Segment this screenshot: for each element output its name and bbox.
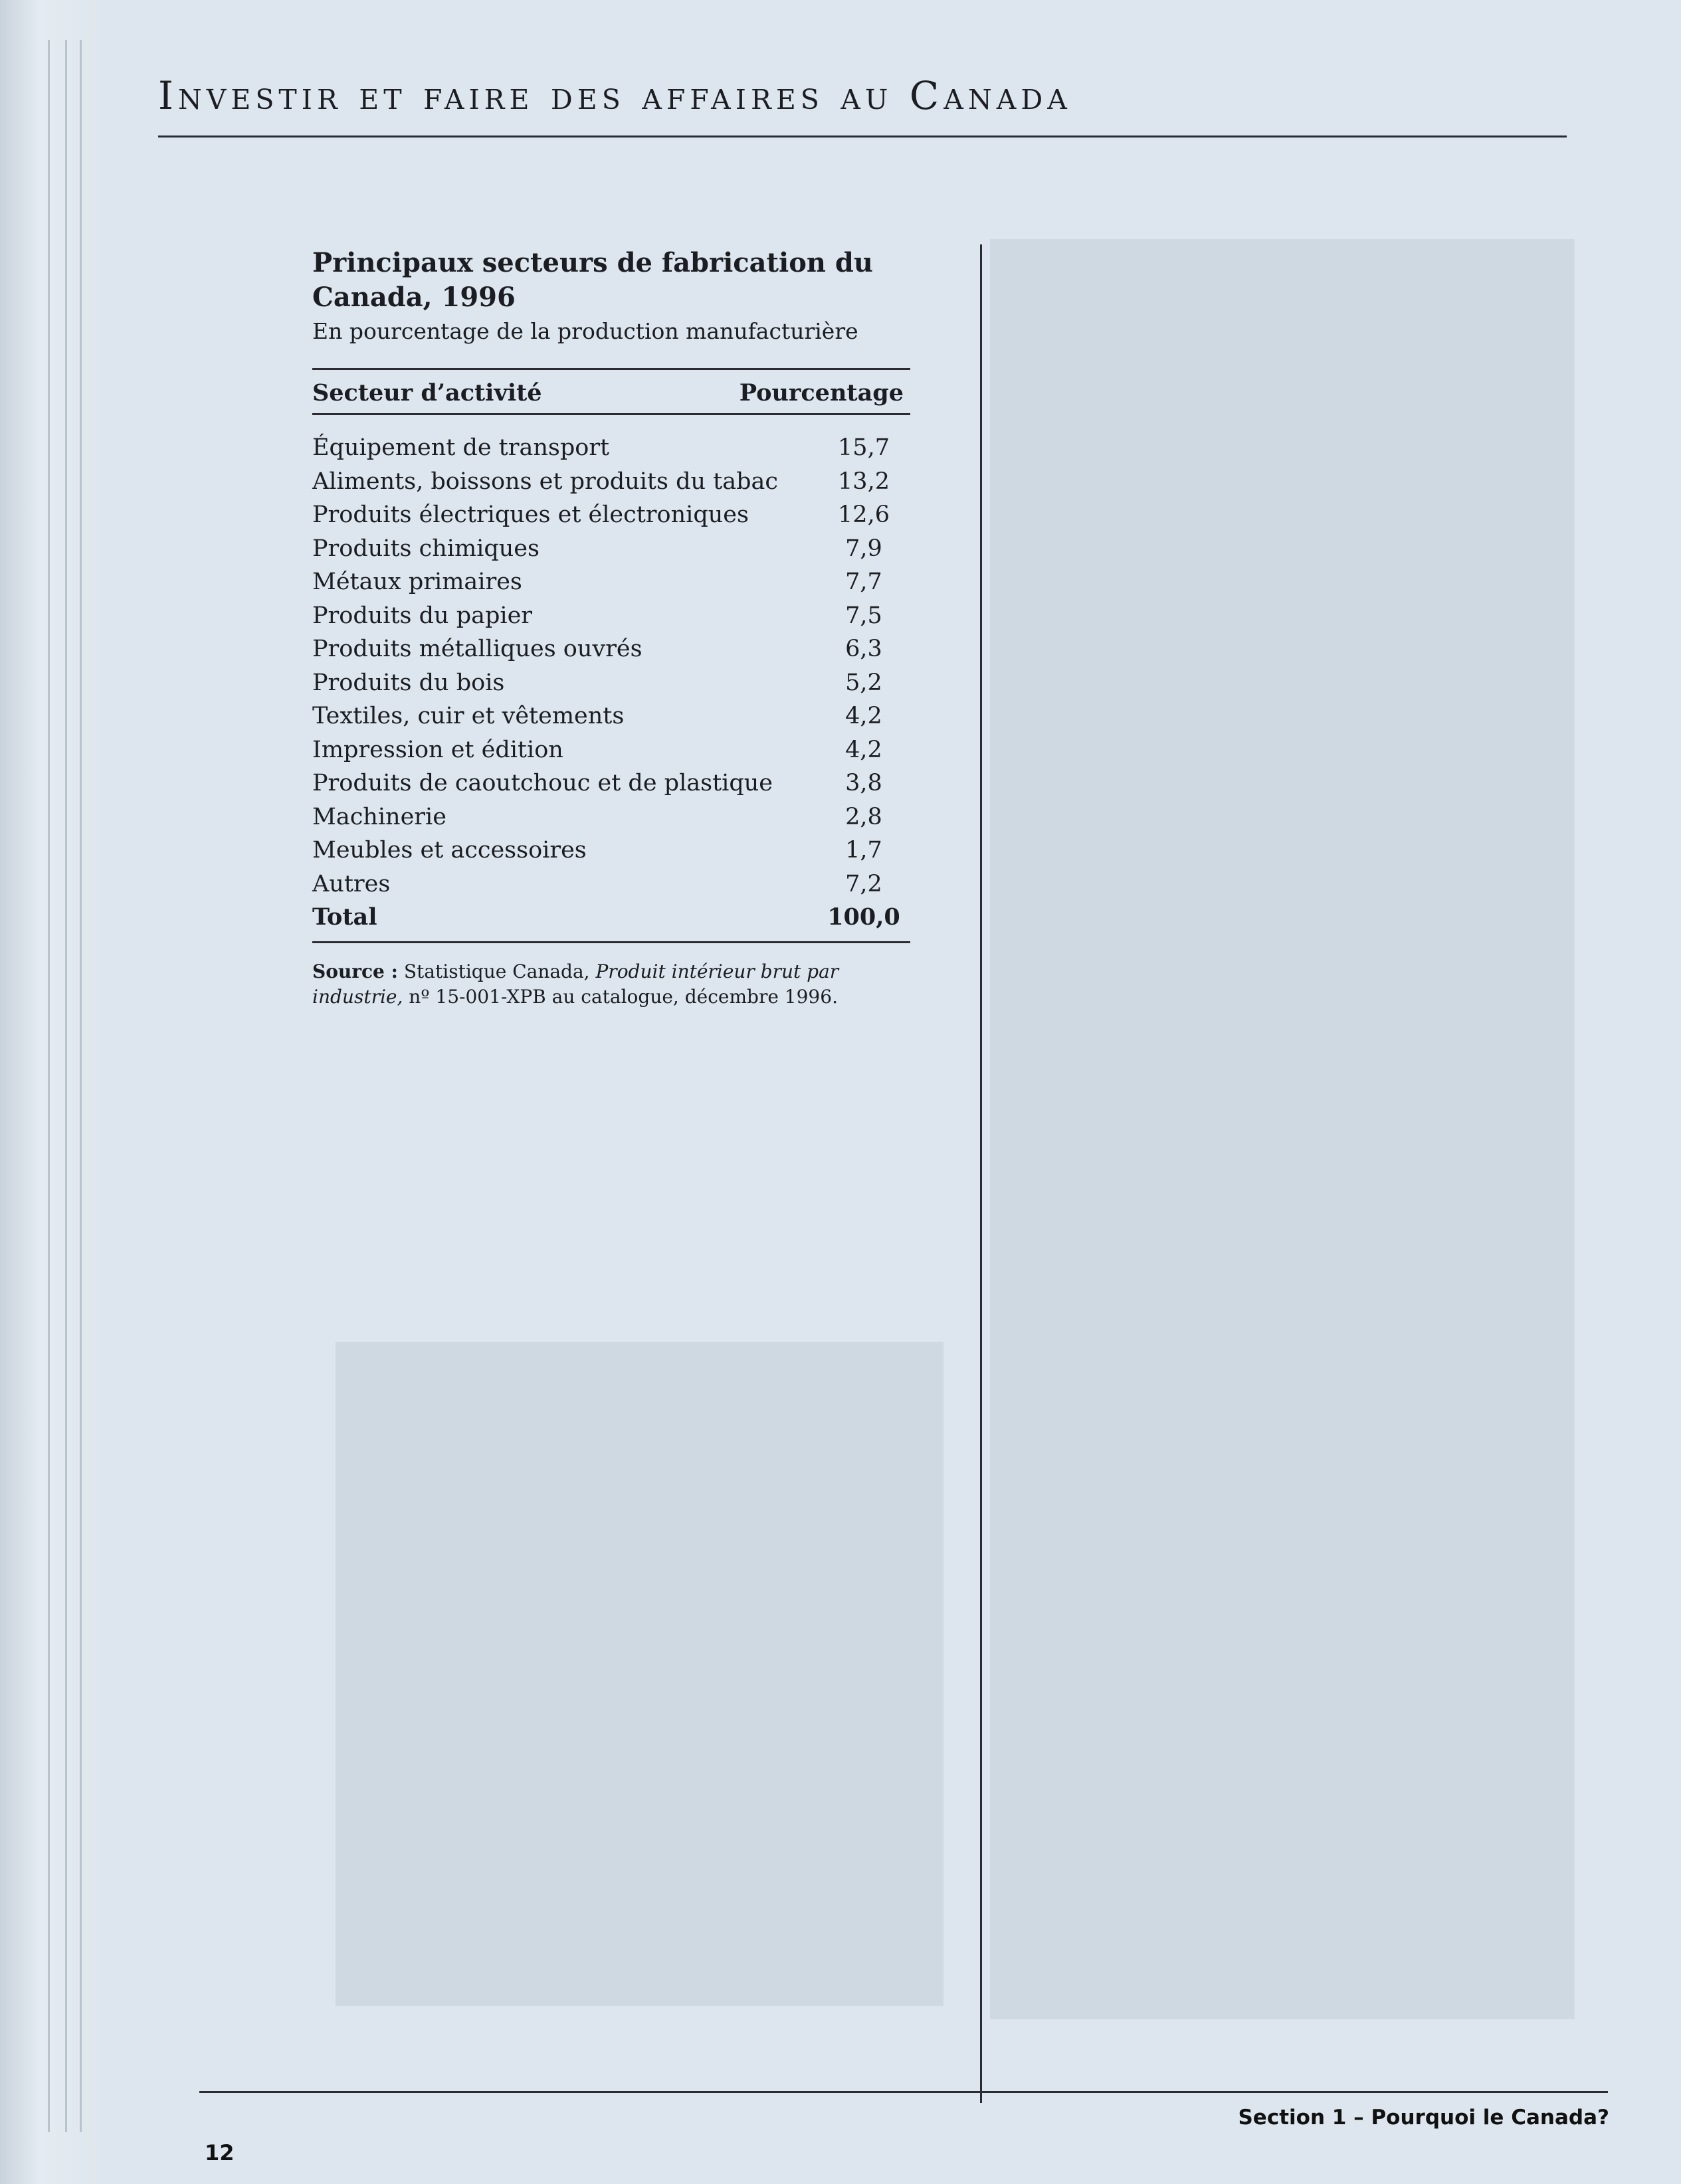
row-value: 12,6 [838, 501, 890, 528]
row-sector: Produits chimiques [312, 535, 540, 562]
column-header-sector: Secteur d’activité [312, 379, 542, 407]
table-header-row [312, 370, 910, 413]
table-subtitle: En pourcentage de la production manufacturière [312, 318, 858, 344]
page-edge [0, 0, 100, 2184]
row-value: 2,8 [845, 803, 882, 830]
row-sector: Autres [312, 870, 391, 897]
row-value: 7,5 [845, 602, 882, 629]
row-sector: Impression et édition [312, 736, 563, 763]
table-row [312, 699, 910, 733]
table-row [312, 599, 910, 633]
bleed-through-area [990, 239, 1575, 2019]
table-rule [312, 413, 910, 415]
bleed-through-area [336, 1342, 943, 2006]
row-value: 1,7 [845, 837, 882, 864]
source-organization: Statistique Canada, [403, 960, 590, 982]
row-sector: Métaux primaires [312, 569, 522, 595]
row-value: 7,9 [845, 535, 882, 562]
column-divider [980, 244, 982, 2103]
row-sector: Produits métalliques ouvrés [312, 636, 643, 662]
edge-line [65, 40, 67, 2132]
row-sector: Produits électriques et électroniques [312, 501, 749, 528]
table-row [312, 632, 910, 666]
table-row [312, 867, 910, 901]
row-value: 4,2 [845, 703, 882, 729]
row-value: 3,8 [845, 770, 882, 796]
table-row [312, 666, 910, 700]
row-value: 4,2 [845, 736, 882, 763]
table-row [312, 800, 910, 834]
table-row [312, 465, 910, 499]
table-body [312, 431, 910, 935]
total-value: 100,0 [827, 903, 900, 931]
table-row [312, 431, 910, 465]
row-sector: Produits du papier [312, 602, 533, 629]
source-publication: Produit intérieur brut par industrie, [312, 960, 839, 1008]
row-sector: Meubles et accessoires [312, 837, 587, 864]
table-source-note [312, 959, 910, 1010]
edge-line [80, 40, 82, 2132]
row-sector: Équipement de transport [312, 434, 610, 461]
row-sector: Produits de caoutchouc et de plastique [312, 770, 773, 796]
table-row [312, 498, 910, 532]
edge-line [48, 40, 50, 2132]
page-header-title: Investir et faire des affaires au Canada [158, 73, 1072, 118]
page-number: 12 [205, 2140, 235, 2165]
row-sector: Aliments, boissons et produits du tabac [312, 468, 778, 495]
table-row [312, 532, 910, 566]
row-value: 6,3 [845, 636, 882, 662]
row-value: 7,2 [845, 870, 882, 897]
table-row [312, 834, 910, 867]
row-sector: Textiles, cuir et vêtements [312, 703, 625, 729]
total-label: Total [312, 903, 377, 931]
header-rule [158, 136, 1567, 137]
row-value: 15,7 [838, 434, 890, 461]
footer-rule [199, 2091, 1608, 2093]
source-label: Source : [312, 960, 398, 982]
row-value: 7,7 [845, 569, 882, 595]
column-header-percent: Pourcentage [739, 379, 904, 407]
row-value: 5,2 [845, 669, 882, 696]
row-sector: Produits du bois [312, 669, 505, 696]
manufacturing-table [312, 246, 910, 1010]
table-row [312, 733, 910, 767]
table-total-row [312, 901, 910, 935]
row-sector: Machinerie [312, 803, 446, 830]
source-catalogue: nº 15-001-XPB au catalogue, décembre 1996. [409, 985, 838, 1008]
table-rule [312, 941, 910, 943]
table-row [312, 767, 910, 800]
table-title: Principaux secteurs de fabrication du Canada, 1996 [312, 247, 873, 313]
table-row [312, 565, 910, 599]
section-label: Section 1 – Pourquoi le Canada? [1238, 2106, 1609, 2130]
row-value: 13,2 [838, 468, 890, 495]
